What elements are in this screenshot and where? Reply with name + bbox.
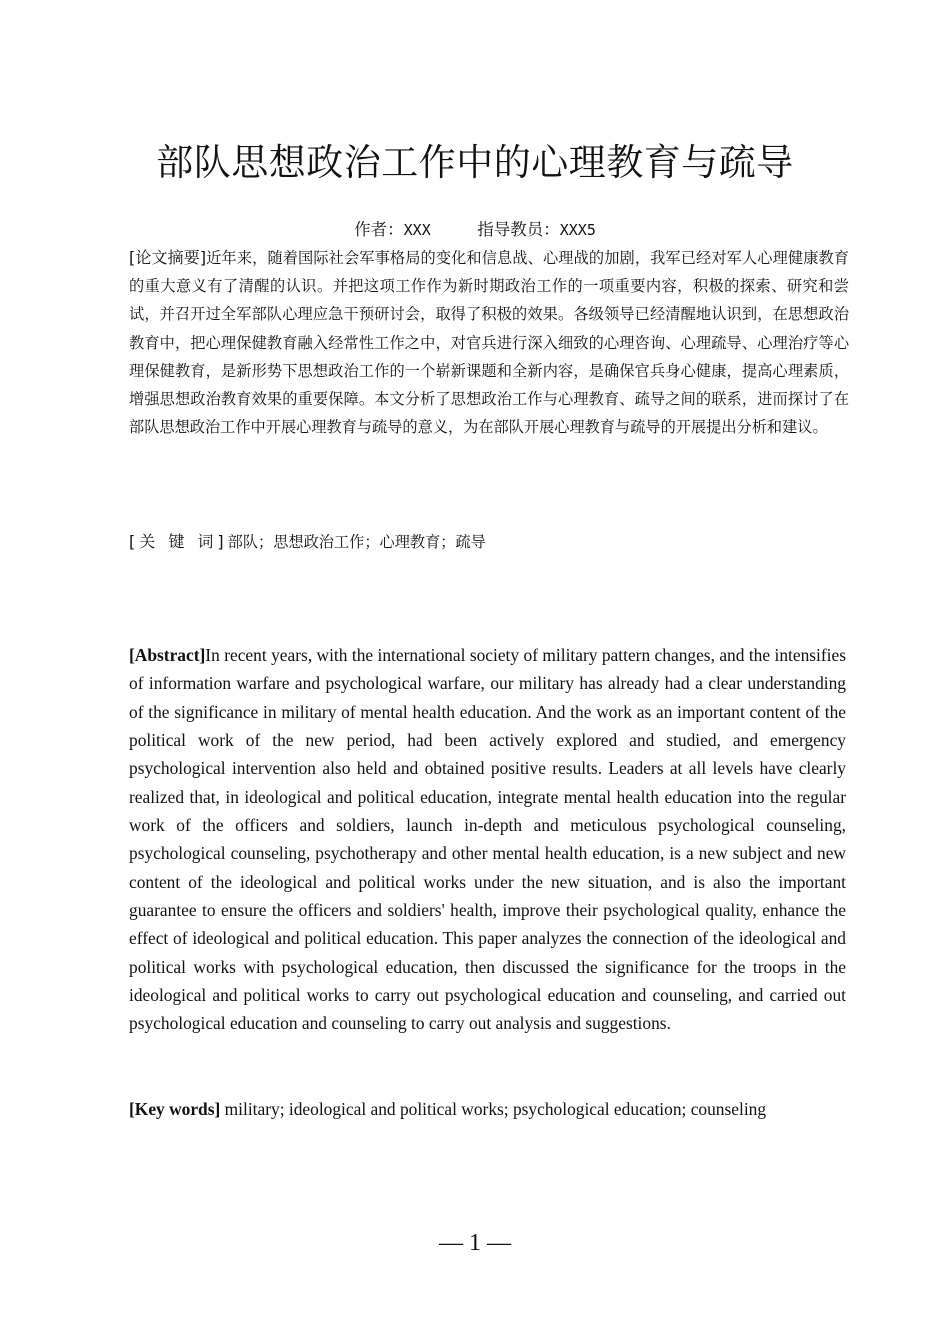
page-number: — 1 — <box>439 1230 511 1256</box>
author-label: 作者： <box>354 220 404 239</box>
english-abstract-text: In recent years, with the international society of military pattern changes, and the intensifies of information warfare and psychological warfare, our military has already had a clear understanding of the significance in military of mental health education. And the work as an important content of the political work of the new period, had been actively explored and studied, and emergency psychological intervention also held and obtained positive results. Leaders at all levels have clearly realized that, in ideological and political education, integrate mental health education into the regular work of the officers and soldiers, launch in-depth and meticulous psychological counseling, psychological counseling, psychotherapy and other mental health education, is a new subject and new content of the ideological and political works under the new situation, and is also the important guarantee to ensure the officers and soldiers' health, improve their psychological quality, enhance the effect of ideological and political education. This paper analyzes the connection of the ideological and political works with psychological education, then discussed the significance for the troops in the ideological and political works to carry out psychological education and counseling, and carried out psychological education and counseling to carry out analysis and suggestions. <box>129 645 846 1034</box>
chinese-abstract <box>129 244 849 441</box>
advisor-name: XXX5 <box>559 221 596 239</box>
chinese-keywords <box>129 528 849 556</box>
author-name: XXX <box>403 221 431 239</box>
english-abstract <box>129 641 846 1038</box>
paper-title: 部队思想政治工作中的心理教育与疏导 <box>156 141 794 184</box>
chinese-abstract-text: 近年来，随着国际社会军事格局的变化和信息战、心理战的加剧，我军已经对军人心理健康教育的重大意义有了清醒的认识。并把这项工作作为新时期政治工作的一项重要内容，积极的探索、研究和尝试，并召开过全军部队心理应急干预研讨会，取得了积极的效果。各级领导已经清醒地认识到，在思想政治教育中，把心理保健教育融入经常性工作之中，对官兵进行深入细致的心理咨询、心理疏导、心理治疗等心理保健教育，是新形势下思想政治工作的一个崭新课题和全新内容，是确保官兵身心健康，提高心理素质，增强思想政治教育效果的重要保障。本文分析了思想政治工作与心理教育、疏导之间的联系，进而探讨了在部队思想政治工作中开展心理教育与疏导的意义，为在部队开展心理教育与疏导的开展提出分析和建议。 <box>129 249 849 437</box>
english-keywords <box>129 1095 846 1123</box>
english-keywords-text: military; ideological and political works; psychological education; counseling <box>220 1099 767 1119</box>
chinese-keywords-text: 部队；思想政治工作；心理教育；疏导 <box>227 533 486 551</box>
english-keywords-label: [Key words] <box>129 1099 221 1119</box>
chinese-keywords-label: [关 键 词] <box>129 532 228 551</box>
chinese-abstract-label: [论文摘要] <box>129 248 207 267</box>
advisor-label: 指导教员： <box>477 220 560 239</box>
english-abstract-label: [Abstract] <box>129 645 206 665</box>
author-line <box>0 216 950 240</box>
